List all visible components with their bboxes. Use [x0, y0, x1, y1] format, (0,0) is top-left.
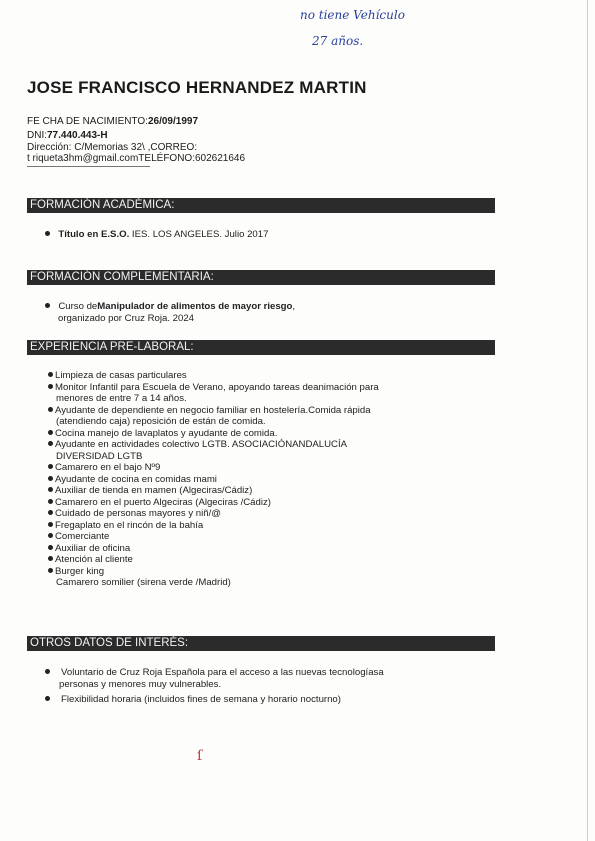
experience-item [48, 554, 448, 566]
candidate-name: JOSE FRANCISCO HERNANDEZ MARTIN [27, 78, 367, 97]
complementary-item-prefix: Curso de [58, 301, 98, 312]
complementary-item-comma: , [292, 301, 296, 312]
experience-item-continuation: Camarero somilier (sirena verde /Madrid) [56, 577, 231, 588]
handwritten-note-vehicle: no tiene Vehículo [300, 8, 405, 22]
section-header-experience: EXPERIENCIA PRE-LABORAL: [27, 340, 495, 355]
experience-item [48, 520, 448, 532]
experience-item-text: Camarero en el bajo Nº9 [55, 462, 161, 473]
bullet-icon [48, 487, 53, 492]
experience-item [48, 566, 448, 589]
stray-red-mark: ſ [197, 748, 203, 764]
experience-item-text: Limpieza de casas particulares [55, 370, 187, 381]
experience-item [48, 405, 448, 428]
birth-date-label: FE CHA DE NACIMIENTO: [27, 116, 148, 127]
other-item-volunteer-line2: personas y menores muy vulnerables. [59, 678, 222, 690]
birth-date-line [27, 116, 198, 127]
dni-value: 77.440.443-H [47, 130, 108, 141]
experience-item-text: Comerciante [55, 531, 110, 542]
experience-item-text: Ayudante de dependiente en negocio familiar en hostelería.Comida rápida [55, 404, 371, 416]
complementary-item-organizer: organizado por Cruz Roja. 2024 [58, 312, 194, 324]
contact-line: t riqueta3hm@gmail.comTELÉFONO:602621646 [27, 153, 246, 164]
experience-item-text: Burger king [55, 565, 105, 577]
academic-item [45, 229, 268, 241]
bullet-icon [48, 556, 53, 561]
experience-item [48, 462, 448, 474]
experience-list [48, 370, 448, 589]
experience-item-text: Cuidado de personas mayores y niñ/@ [55, 508, 221, 519]
dni-label: DNI: [27, 130, 47, 141]
bullet-icon [48, 464, 53, 469]
experience-item-text: Ayudante en actividades colectivo LGTB. ASOCIACIÓNANDALUCÍA [55, 439, 348, 450]
contact-underline [27, 166, 150, 167]
academic-item-title: Título en E.S.O. [58, 229, 130, 240]
handwritten-note-age: 27 años. [312, 34, 364, 48]
bullet-icon [48, 499, 53, 504]
experience-item-continuation: DIVERSIDAD LGTB [56, 450, 143, 462]
experience-item [48, 508, 448, 520]
other-item-volunteer [45, 667, 465, 690]
experience-item-continuation: menores de entre 7 a 14 años. [56, 393, 187, 404]
experience-item [48, 370, 448, 382]
bullet-icon [48, 384, 53, 389]
experience-item [48, 382, 448, 405]
bullet-icon [48, 476, 53, 481]
bullet-icon [48, 441, 53, 446]
complementary-item-course: Manipulador de alimentos de mayor riesgo [97, 301, 293, 312]
bullet-icon [48, 430, 53, 435]
experience-item-text: Auxiliar de oficina [55, 542, 131, 554]
experience-item [48, 497, 448, 509]
address-line: Dirección: C/Memorias 32\ ,CORREO: [27, 142, 198, 153]
bullet-icon [48, 510, 53, 515]
bullet-icon [48, 522, 53, 527]
experience-item-text: Cocina manejo de lavaplatos y ayudante de comida. [55, 427, 278, 439]
bullet-icon [48, 568, 53, 573]
bullet-icon [45, 303, 50, 308]
other-item-volunteer-line1: Voluntario de Cruz Roja Española para el acceso a las nuevas tecnologíasa [61, 667, 384, 678]
bullet-icon [45, 669, 50, 674]
experience-item [48, 543, 448, 555]
experience-item-text: Ayudante de cocina en comidas mami [55, 473, 217, 485]
experience-item-text: Atención al cliente [55, 554, 133, 565]
experience-item-text: Fregaplato en el rincón de la bahía [55, 519, 204, 531]
bullet-icon [48, 407, 53, 412]
bullet-icon [48, 533, 53, 538]
experience-item [48, 428, 448, 440]
scan-edge-line [587, 0, 588, 841]
bullet-icon [48, 372, 53, 377]
experience-item [48, 531, 448, 543]
experience-item-continuation: (atendiendo caja) reposición de están de comida. [56, 416, 266, 427]
academic-item-detail: IES. LOS ANGELES. Julio 2017 [129, 229, 269, 240]
birth-date-value: 26/09/1997 [147, 116, 199, 127]
experience-item-text: Monitor Infantil para Escuela de Verano, apoyando tareas deanimación para [55, 381, 379, 393]
dni-line [27, 130, 108, 141]
other-item-flexibility [45, 694, 465, 706]
section-header-complementary: FORMACIÓN COMPLEMENTARIA: [27, 270, 495, 285]
bullet-icon [45, 231, 50, 236]
experience-item-text: Auxiliar de tienda en mamen (Algeciras/Cádiz) [55, 485, 253, 496]
section-header-academic: FORMACIÓN ACADÉMICA: [27, 198, 495, 213]
bullet-icon [45, 696, 50, 701]
complementary-item [45, 301, 295, 324]
other-item-flexibility-text: Flexibilidad horaria (incluidos fines de semana y horario nocturno) [61, 694, 341, 705]
experience-item [48, 485, 448, 497]
section-header-other: OTROS DATOS DE INTERÉS: [27, 636, 495, 651]
experience-item-text: Camarero en el puerto Algeciras (Algeciras /Cádiz) [55, 496, 271, 508]
experience-item [48, 439, 448, 462]
experience-item [48, 474, 448, 486]
bullet-icon [48, 545, 53, 550]
